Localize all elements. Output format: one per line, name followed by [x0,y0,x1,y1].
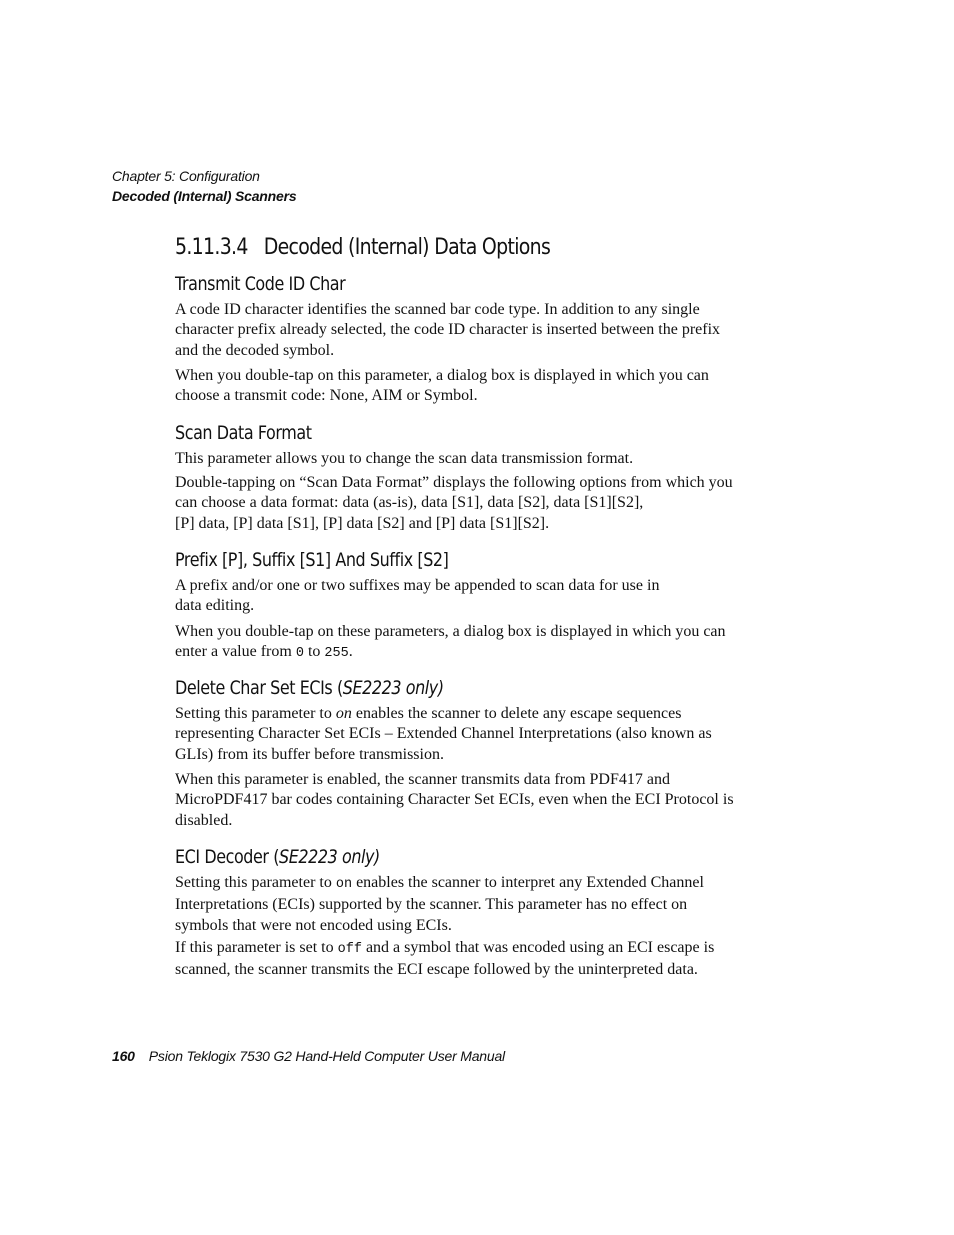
prefix-suffix-paragraph-2 [175,622,740,665]
scan-data-format-options-text-2: [P] data, [P] data [S1], [P] data [S2] and [P] data [S1][S2]. [175,514,550,532]
transmit-code-paragraph-2: When you double-tap on this parameter, a dialog box is displayed in which you can choose a transmit code: None, AIM or Symbol. [175,367,709,405]
transmit-code-paragraph-1: A code ID character identifies the scanned bar code type. In addition to any single character prefix already selected, the code ID character is inserted between the prefix and the decoded symbol. [175,301,721,359]
eci-decoder-p1-rest: enables the scanner to interpret any Extended Channel Interpretations (ECIs) supported by the scanner. This parameter has no effect on symbols that were not encoded using ECIs. [175,874,704,934]
prefix-suffix-p2-mid: to [303,643,325,661]
eci-decoder-p2-rest: and a symbol that was encoded using an ECI escape is scanned, the scanner transmits the ECI escape followed by the uninterpreted data. [175,939,715,979]
scan-data-format-paragraph-1: This parameter allows you to change the scan data transmission format. [175,450,634,467]
scan-data-format-options-text: Double-tapping on “Scan Data Format” displays the following options from which you can choose a data format: data (as-is), data [S1], data [S2], data [S1][S2], [175,474,733,512]
page-number: 160 [112,1048,135,1064]
delete-char-p1-rest: enables the scanner to delete any escape sequences representing Character Set ECIs – Extended Channel Interpretations (also known as GLIs) from its buffer before transmission. [175,705,712,763]
heading-eci-decoder [175,845,380,869]
delete-char-heading-text: Delete Char Set ECIs ( [175,677,343,699]
value-max-code: 255 [324,646,349,662]
prefix-suffix-text-2: data editing. [175,597,255,615]
heading-prefix-suffix: Prefix [P], Suffix [S1] And Suffix [S2] [175,549,449,571]
page-footer [112,1047,505,1065]
delete-char-p1-text: Setting this parameter to [175,705,336,722]
eci-decoder-p2-text: If this parameter is set to [175,939,338,956]
prefix-suffix-p2-text: When you double-tap on these parameters, a dialog box is displayed in which you can enter a value from [175,623,726,661]
eci-decoder-p2-off-code: off [337,942,362,957]
running-header-chapter: Chapter 5: Configuration [112,168,260,184]
value-min-code: 0 [295,646,304,662]
prefix-suffix-paragraph-1 [175,576,740,617]
manual-title: Psion Teklogix 7530 G2 Hand-Held Computer User Manual [148,1048,505,1064]
delete-char-heading-note: SE2223 only) [342,677,444,699]
eci-decoder-heading-text: ECI Decoder ( [175,846,280,868]
eci-decoder-heading-note: SE2223 only) [279,846,380,868]
eci-decoder-p1-on-code: on [335,877,353,892]
eci-decoder-p1-text: Setting this parameter to [175,874,336,891]
delete-char-p1-on: on [335,705,352,722]
heading-scan-data-format: Scan Data Format [175,422,312,444]
delete-char-paragraph-1 [175,704,740,765]
eci-decoder-paragraph-2 [175,938,740,981]
prefix-suffix-p2-end: . [348,643,353,661]
section-title: 5.11.3.4 Decoded (Internal) Data Options [175,235,551,260]
eci-decoder-paragraph-1 [175,873,740,936]
heading-delete-char-set-ecis [175,676,444,700]
heading-transmit-code-id-char: Transmit Code ID Char [175,273,346,295]
running-header-section: Decoded (Internal) Scanners [112,188,297,204]
prefix-suffix-text-1: A prefix and/or one or two suffixes may be appended to scan data for use in [175,577,660,594]
delete-char-paragraph-2: When this parameter is enabled, the scanner transmits data from PDF417 and MicroPDF417 bar codes containing Character Set ECIs, even when the ECI Protocol is disabled. [175,771,734,829]
scan-data-format-paragraph-2 [175,473,740,534]
